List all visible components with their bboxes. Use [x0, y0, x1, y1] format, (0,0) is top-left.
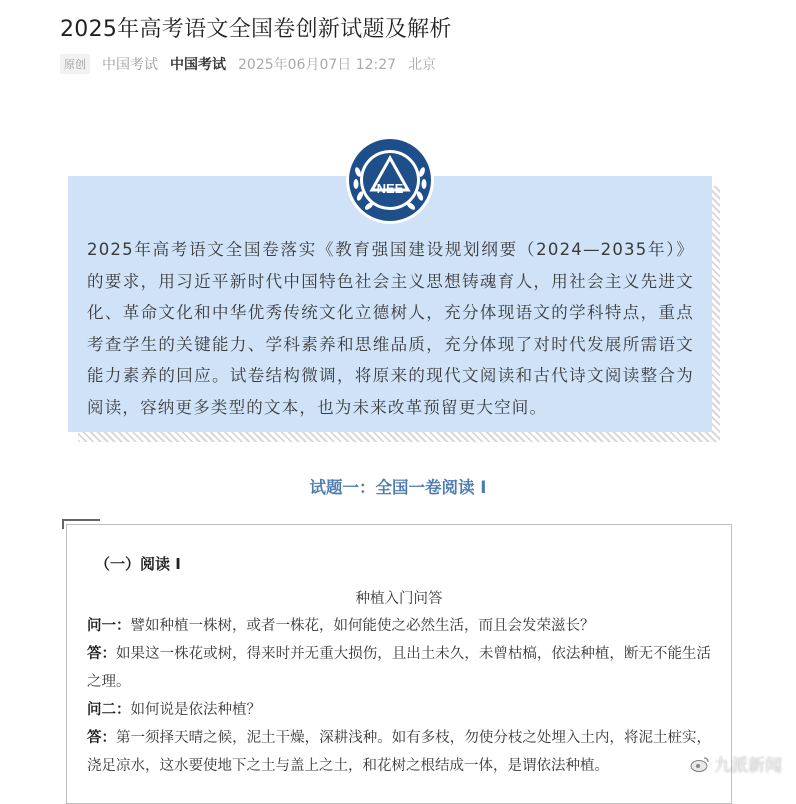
qa-label: 问一：	[87, 618, 131, 634]
watermark	[690, 751, 782, 776]
account-link[interactable]: 中国考试	[170, 57, 226, 73]
section-heading: 试题一：全国一卷阅读 I	[309, 478, 487, 497]
qa-item	[87, 612, 711, 640]
doc-title: 种植入门问答	[355, 591, 443, 607]
publish-location: 北京	[408, 57, 437, 73]
logo-text: NEE	[376, 181, 404, 196]
watermark-text: 九派新闻	[714, 756, 782, 776]
source-name: 中国考试	[102, 57, 158, 73]
article-meta	[60, 54, 436, 74]
qa-text: 第一须择天晴之候，泥土干燥，深耕浅种。如有多枝，勿使分枝之处埋入土内，将泥土桩实，浇足凉水，这水要使地下之土与盖上之土，和花树之根结成一体，是谓依法种植。	[87, 730, 712, 774]
weibo-icon	[690, 756, 710, 772]
qa-item	[87, 640, 711, 696]
qa-item	[87, 696, 711, 724]
part-label: （一）阅读 I	[95, 555, 181, 573]
qa-label: 答：	[87, 730, 117, 746]
nee-logo	[344, 134, 436, 226]
article-title: 2025年高考语文全国卷创新试题及解析	[60, 17, 452, 42]
qa-text: 譬如种植一株树，或者一株花，如何能使之必然生活，而且会发荣滋长？	[130, 618, 595, 634]
qa-label: 问二：	[87, 702, 131, 718]
qa-text: 如果这一株花或树，得来时并无重大损伤，且出土未久，未曾枯槁，依法种植，断无不能生活之理。	[87, 646, 712, 690]
qa-label: 答：	[87, 646, 117, 662]
qa-text: 如何说是依法种植？	[130, 702, 261, 718]
qa-item	[87, 724, 711, 780]
publish-date: 2025年06月07日 12:27	[238, 57, 397, 73]
question-box	[66, 524, 732, 804]
intro-text: 2025年高考语文全国卷落实《教育强国建设规划纲要（2024—2035年）》的要求，用习近平新时代中国特色社会主义思想铸魂育人，用社会主义先进文化、革命文化和中华优秀传统文化立德树人，充分体现语文的学科特点，重点考查学生的关键能力、学科素养和思维品质，充分体现了对时代发展所需语文能力素养的回应。试卷结构微调，将原来的现代文阅读和古代诗文阅读整合为阅读，容纳更多类型的文本，也为未来改革预留更大空间。	[87, 240, 694, 417]
original-badge: 原创	[60, 54, 90, 74]
